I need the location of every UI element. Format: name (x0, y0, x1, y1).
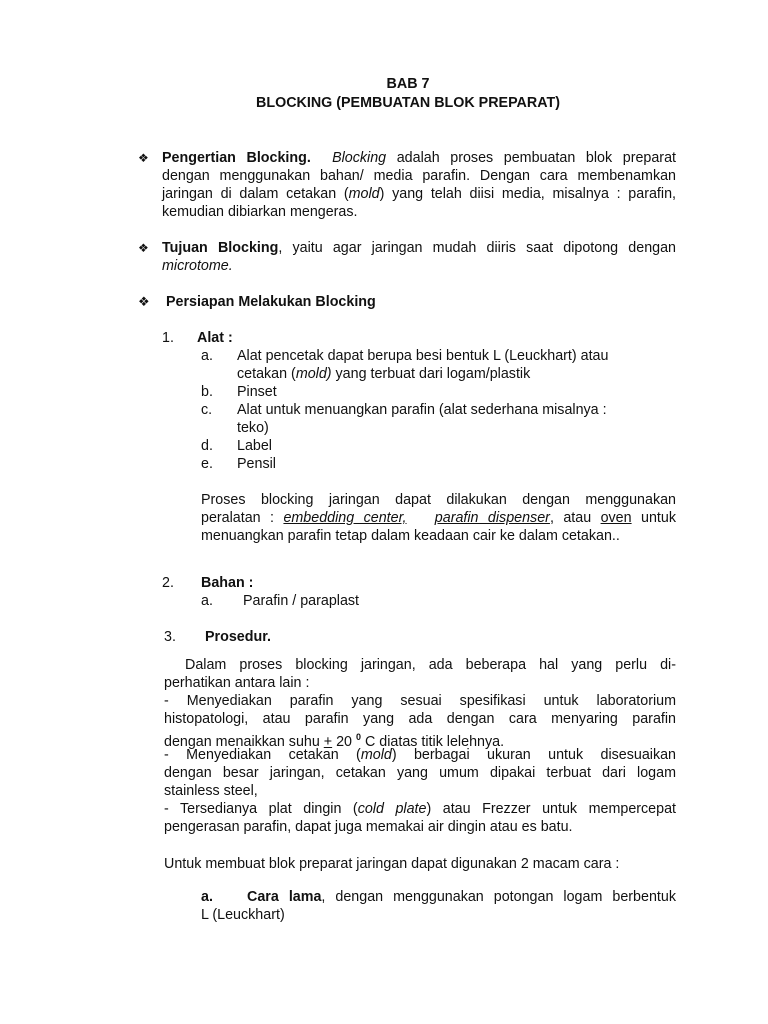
alat-item-letter: e. (201, 456, 213, 472)
prosedur-line-2: perhatikan antara lain : (164, 675, 310, 691)
prosedur-line-7: dengan besar jaringan, cetakan yang umum dipakai terbuat dari logam (164, 765, 676, 781)
alat-item-text: Pensil (237, 456, 276, 472)
bahan-item-letter: a. (201, 593, 213, 609)
prosedur-line-8: stainless steel, (164, 783, 258, 799)
pengertian-line-1: Pengertian Blocking. Blocking adalah proses pembuatan blok preparat (162, 150, 676, 166)
cara-line-2: L (Leuckhart) (201, 907, 285, 923)
prosedur-line-5: dengan menaikkan suhu + 20 $^0$ C diatas titik lelehnya. (164, 732, 505, 750)
bullet-icon: ❖ (138, 151, 149, 165)
alat-item-text: Pinset (237, 384, 277, 400)
prosedur-line-9: - Tersedianya plat dingin (cold plate) atau Frezzer untuk mempercepat (164, 801, 677, 817)
alat-item-letter: d. (201, 438, 213, 454)
alat-item-text: Label (237, 438, 272, 454)
cara-intro: Untuk membuat blok preparat jaringan dapat digunakan 2 macam cara : (164, 856, 620, 872)
prosedur-line-6: - Menyediakan cetakan (mold) berbagai ukuran untuk disesuaikan (164, 747, 676, 763)
pengertian-line-2: dengan menggunakan bahan/ media parafin. Dengan cara membenamkan (162, 168, 676, 184)
alat-paragraph-line-2: peralatan : embedding center, parafin dispenser, atau oven untuk (201, 510, 676, 526)
bullet-icon: ❖ (138, 241, 149, 255)
alat-item-letter: a. (201, 348, 213, 364)
prosedur-heading: Prosedur. (205, 629, 271, 645)
alat-item-text: Alat untuk menuangkan parafin (alat sederhana misalnya : (237, 402, 607, 418)
pengertian-line-4: kemudian dibiarkan mengeras. (162, 204, 358, 220)
alat-item-letter: b. (201, 384, 213, 400)
alat-heading: Alat : (197, 330, 233, 346)
alat-paragraph-line-3: menuangkan parafin tetap dalam keadaan cair ke dalam cetakan.. (201, 528, 620, 544)
tujuan-line-1: Tujuan Blocking, yaitu agar jaringan mudah diiris saat dipotong dengan (162, 240, 677, 256)
cara-line-1: Cara lama, dengan menggunakan potongan logam berbentuk (247, 889, 676, 905)
bahan-heading: Bahan : (201, 575, 254, 591)
bahan-item-text: Parafin / paraplast (243, 593, 360, 609)
tujuan-line-2: microtome. (162, 258, 233, 274)
cara-letter: a. (201, 889, 213, 905)
chapter-title: BLOCKING (PEMBUATAN BLOK PREPARAT) (256, 95, 560, 111)
alat-item-text: teko) (237, 420, 269, 436)
bahan-number: 2. (162, 575, 174, 591)
alat-number: 1. (162, 330, 174, 346)
prosedur-number: 3. (164, 629, 176, 645)
pengertian-label: Pengertian Blocking. (162, 150, 311, 166)
chapter-number: BAB 7 (386, 76, 430, 92)
tujuan-label: Tujuan Blocking (162, 240, 279, 256)
alat-paragraph-line-1: Proses blocking jaringan dapat dilakukan dengan menggunakan (201, 492, 676, 508)
prosedur-line-10: pengerasan parafin, dapat juga memakai air dingin atau es batu. (164, 819, 573, 835)
prosedur-line-1: Dalam proses blocking jaringan, ada beberapa hal yang perlu di- (185, 657, 676, 673)
cara-label: Cara lama (247, 889, 322, 905)
alat-item-letter: c. (201, 402, 213, 418)
alat-item-text: Alat pencetak dapat berupa besi bentuk L (Leuckhart) atau (237, 348, 609, 364)
alat-item-text: cetakan (mold) yang terbuat dari logam/plastik (237, 366, 531, 382)
prosedur-line-3: - Menyediakan parafin yang sesuai spesifikasi untuk laboratorium (164, 693, 676, 709)
bullet-icon: ❖ (138, 294, 150, 309)
prosedur-line-4: histopatologi, atau parafin yang ada dengan cara menyaring parafin (164, 711, 676, 727)
persiapan-heading: Persiapan Melakukan Blocking (166, 294, 376, 310)
pengertian-line-3: jaringan di dalam cetakan (mold) yang telah diisi media, misalnya : parafin, (162, 186, 676, 202)
